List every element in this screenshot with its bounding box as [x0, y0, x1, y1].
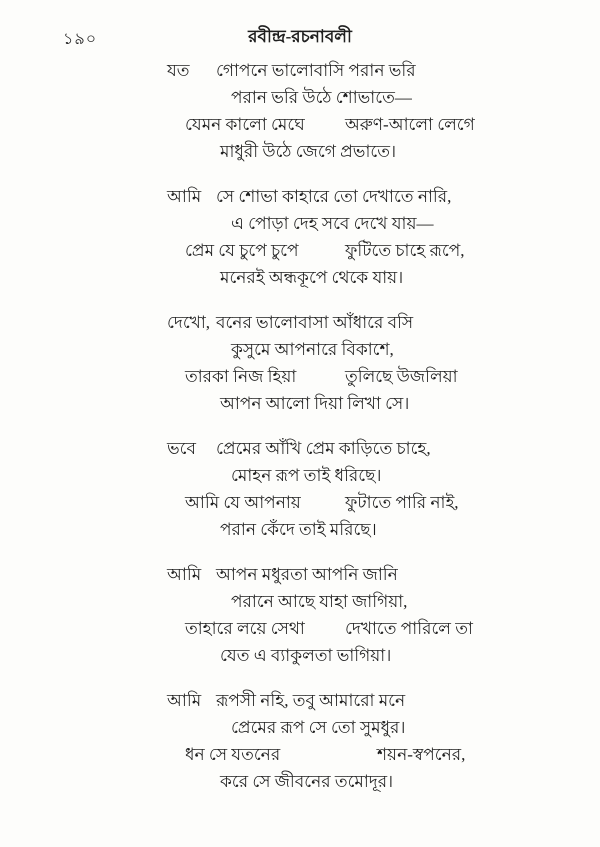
stanza-lead-word: যত: [167, 61, 190, 80]
poem-line: মোহন রূপ তাই ধরিছে।: [231, 466, 382, 485]
stanza: [0, 435, 600, 543]
poem-line: এ পোড়া দেহ সবে দেখে যায়—: [231, 214, 434, 233]
poem-line: মনেরই অন্ধকূপে থেকে যায়।: [220, 268, 404, 287]
stanza-lead-word: আমি: [167, 565, 202, 584]
poem-line: আপন আলো দিয়া লিখা সে।: [220, 394, 410, 413]
stanza-lead-word: দেখো,: [167, 313, 211, 332]
stanza: [0, 309, 600, 417]
poem-line-right: ফুটিতে চাহে রূপে,: [345, 241, 465, 260]
poem-line-text: গোপনে ভালোবাসি পরান ভরি: [216, 61, 416, 80]
poem-line: [0, 237, 600, 264]
stanza-lead-word: আমি: [167, 187, 202, 206]
poem-line: [0, 309, 600, 336]
stanza: [0, 687, 600, 795]
poem-line: কুসুমে আপনারে বিকাশে,: [231, 340, 394, 359]
poem-line: [0, 111, 600, 138]
poem-line-right: দেখাতে পারিলে তা: [345, 619, 473, 638]
poem-line-right: তুলিছে উজলিয়া: [345, 367, 458, 386]
poem-line: প্রেমের রূপ সে তো সুমধুর।: [231, 718, 406, 737]
page-number: ১৯০: [63, 31, 98, 48]
stanza: [0, 561, 600, 669]
poem-line: [0, 741, 600, 768]
poem-line: [0, 183, 600, 210]
poem-line-left: যেমন কালো মেঘে: [185, 115, 305, 134]
poem-line-right: শয়ন-স্বপনের,: [377, 745, 466, 764]
poem-line: [0, 489, 600, 516]
poem-line: [0, 57, 600, 84]
poem-line-left: তাহারে লয়ে সেথা: [185, 619, 305, 638]
poem-line-text: প্রেমের আঁখি প্রেম কাড়িতে চাহে,: [216, 439, 431, 458]
poem-line-left: তারকা নিজ হিয়া: [185, 367, 297, 386]
poem-line-left: আমি যে আপনায়: [185, 493, 301, 512]
poem-line-right: অরুণ-আলো লেগে: [345, 115, 475, 134]
poem-line-right: ফুটাতে পারি নাই,: [345, 493, 459, 512]
page-title: রবীন্দ্র-রচনাবলী: [248, 27, 352, 46]
poem-line: যেত এ ব্যাকুলতা ভাগিয়া।: [220, 646, 392, 665]
poem-line: পরানে আছে যাহা জাগিয়া,: [231, 592, 408, 611]
poem-line-text: আপন মধুরতা আপনি জানি: [216, 565, 398, 584]
poem-line: মাধুরী উঠে জেগে প্রভাতে।: [220, 142, 397, 161]
poem-line-left: প্রেম যে চুপে চুপে: [185, 241, 299, 260]
poem-line: করে সে জীবনের তমোদূর।: [220, 772, 394, 791]
poem-line: [0, 615, 600, 642]
poem-line-text: রূপসী নহি, তবু আমারো মনে: [216, 691, 406, 710]
poem-line: [0, 687, 600, 714]
stanza: [0, 183, 600, 291]
poem-line: [0, 363, 600, 390]
stanza-lead-word: ভবে: [167, 439, 196, 458]
poem-line: [0, 561, 600, 588]
poem-line-left: ধন সে যতনের: [185, 745, 281, 764]
poem-line-text: বনের ভালোবাসা আঁধারে বসি: [216, 313, 414, 332]
stanza: [0, 57, 600, 165]
poem-line: পরান কেঁদে তাই মরিছে।: [220, 520, 377, 539]
poem-line-text: সে শোভা কাহারে তো দেখাতে নারি,: [216, 187, 452, 206]
poem-line: পরান ভরি উঠে শোভাতে—: [231, 88, 412, 107]
poem-line: [0, 435, 600, 462]
poem: [0, 57, 600, 813]
stanza-lead-word: আমি: [167, 691, 202, 710]
